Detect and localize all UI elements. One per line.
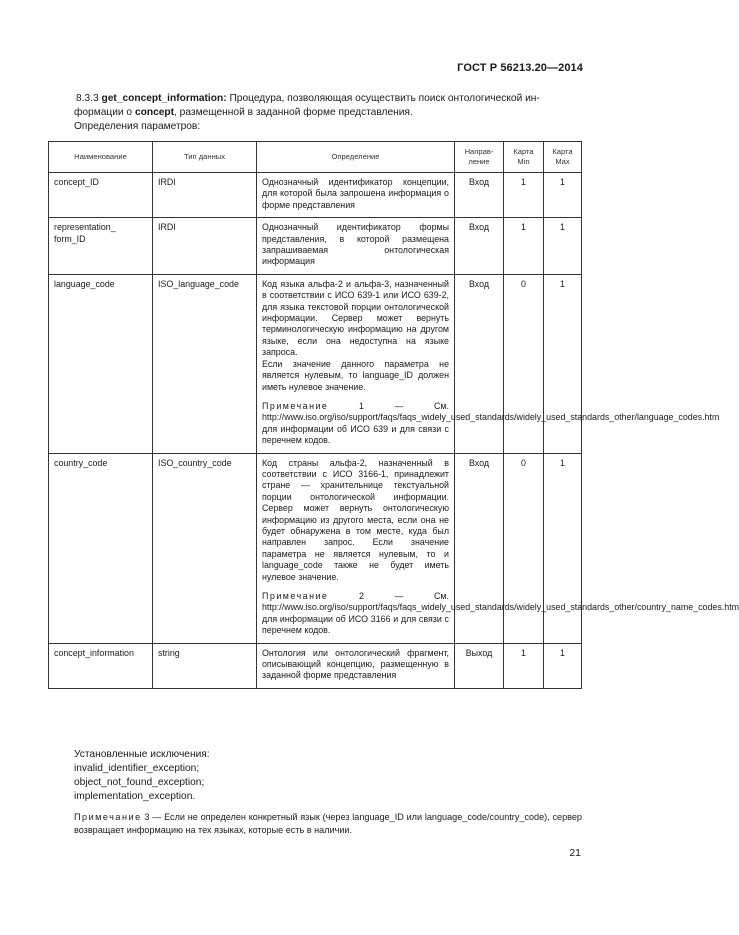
table-row xyxy=(49,453,582,643)
table-row xyxy=(49,218,582,275)
cell-max: 1 xyxy=(544,643,582,688)
procedure-text-3: , размещенной в заданной форме представления. xyxy=(174,107,413,118)
note-text: 1 — См. http://www.iso.org/iso/support/faqs/faqs_widely_used_standards/widely_used_standards_other/language_codes.htm для информации об ИСО 639 и для связи с перечнем кодов. xyxy=(262,400,720,446)
section-intro xyxy=(74,92,584,134)
note-label: Примечание xyxy=(262,400,329,411)
col-header-card-min: Карта Min xyxy=(504,142,544,173)
cell-name: language_code xyxy=(49,274,153,453)
cell-min: 1 xyxy=(504,643,544,688)
document-header: ГОСТ Р 56213.20—2014 xyxy=(457,62,583,74)
cell-max: 1 xyxy=(544,173,582,218)
exception-item: object_not_found_exception; xyxy=(74,777,205,788)
concept-word: concept xyxy=(134,107,175,118)
parameters-table xyxy=(48,141,739,689)
cell-type: IRDI xyxy=(153,173,257,218)
cell-definition: Однозначный идентификатор концепции, для которой была запрошена информация о форме представления xyxy=(257,173,455,218)
page-number: 21 xyxy=(569,847,581,859)
procedure-description xyxy=(74,92,584,120)
definition-text-2: Если значение данного параметра не является нулевым, то language_ID должен иметь нулевое значение. xyxy=(262,358,449,392)
footnote-label: Примечание xyxy=(74,812,142,822)
definition-note xyxy=(262,591,739,637)
exception-item: implementation_exception. xyxy=(74,791,196,802)
exceptions-block xyxy=(74,748,584,804)
cell-min: 1 xyxy=(504,173,544,218)
col-header-definition: Определение xyxy=(257,142,455,173)
procedure-text-1: Процедура, позволяющая осуществить поиск онтологической ин- xyxy=(229,93,540,104)
cell-definition: Однозначный идентификатор формы представления, в которой размещена запрашиваемая онтологическая информация xyxy=(257,218,455,275)
cell-definition: Онтология или онтологический фрагмент, описывающий концепцию, размещенную в заданной форме представления xyxy=(257,643,455,688)
definition-text: Код страны альфа-2, назначенный в соответствии с ИСО 3166-1, принадлежит стране — хранительнице текстуальной порции онтологической информации. Сервер может вернуть онтологическую информацию из другого места, если она не будет обнаружена в том месте, куда был направлен запрос. Если значение параметра не является нулевым, то и language_code также не будет иметь нулевое значение. xyxy=(262,457,449,582)
definition-text: Код языка альфа-2 и альфа-3, назначенный в соответствии с ИСО 639-1 или ИСО 639-2, для языка текстовой порции онтологической информации. Сервер может вернуть терминологическую информацию на другом языке, если она недоступна на языке запроса. xyxy=(262,278,449,358)
cell-direction: Вход xyxy=(455,274,504,453)
cell-min: 1 xyxy=(504,218,544,275)
cell-direction: Вход xyxy=(455,173,504,218)
cell-direction: Вход xyxy=(455,453,504,643)
exceptions-heading: Установленные исключения: xyxy=(74,749,210,760)
note-text: 2 — См. http://www.iso.org/iso/support/faqs/faqs_widely_used_standards/widely_used_standards_other/country_name_codes.htm для информации об ИСО 3166 и для связи с перечнем кодов. xyxy=(262,591,739,636)
col-header-direction: Направ-ление xyxy=(455,142,504,173)
cell-type: IRDI xyxy=(153,218,257,275)
note-label: Примечание xyxy=(262,591,329,601)
cell-direction: Вход xyxy=(455,218,504,275)
cell-type: string xyxy=(153,643,257,688)
cell-type: ISO_language_code xyxy=(153,274,257,453)
col-header-type: Тип данных xyxy=(153,142,257,173)
table-row xyxy=(49,274,582,453)
definition-note xyxy=(262,400,720,447)
footnote xyxy=(74,811,582,837)
col-header-name: Наименование xyxy=(49,142,153,173)
cell-name: concept_information xyxy=(49,643,153,688)
cell-type: ISO_country_code xyxy=(153,453,257,643)
footnote-text: 3 — Если не определен конкретный язык (через language_ID или language_code/country_code), сервер возвращает информацию на тех языках, которые есть в наличии. xyxy=(74,812,582,835)
cell-name: representation_ form_ID xyxy=(49,218,153,275)
section-number: 8.3.3 xyxy=(76,93,99,104)
cell-max: 1 xyxy=(544,453,582,643)
cell-name: country_code xyxy=(49,453,153,643)
table-row xyxy=(49,173,582,218)
table-row xyxy=(49,643,582,688)
procedure-name: get_concept_information: xyxy=(101,93,227,104)
cell-min: 0 xyxy=(504,274,544,453)
cell-max: 1 xyxy=(544,218,582,275)
procedure-text-2: формации о xyxy=(74,107,133,118)
col-header-card-max: Карта Max xyxy=(544,142,582,173)
exception-item: invalid_identifier_exception; xyxy=(74,763,200,774)
cell-direction: Выход xyxy=(455,643,504,688)
cell-min: 0 xyxy=(504,453,544,643)
cell-max: 1 xyxy=(544,274,582,453)
params-heading: Определения параметров: xyxy=(74,121,201,132)
cell-name: concept_ID xyxy=(49,173,153,218)
table-header-row xyxy=(49,142,582,173)
